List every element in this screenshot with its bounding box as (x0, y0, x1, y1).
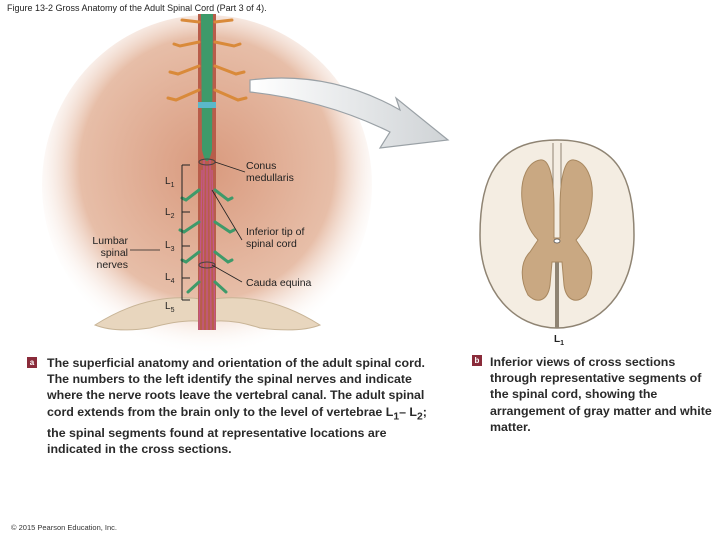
spinal-cord (201, 14, 213, 161)
copyright-notice: © 2015 Pearson Education, Inc. (11, 523, 118, 532)
level-l5: $L_5$ (165, 301, 175, 314)
cord-band (198, 102, 216, 108)
panel-b-caption: Inferior views of cross sections through representative segments of the spinal cord, showing the arrangement of gray matter and white matter. (490, 355, 712, 434)
label-lumbar-spinal-nerves: Lumbar spinal nerves (92, 235, 128, 271)
cross-section (480, 140, 634, 328)
level-l1: $L_1$ (165, 176, 175, 189)
figure-title: Figure 13-2 Gross Anatomy of the Adult Spinal Cord (Part 3 of 4). (7, 3, 267, 13)
label-inferior-tip: Inferior tip of spinal cord (246, 226, 305, 250)
cross-section-level: $L_1$ (554, 334, 565, 347)
panel-a-caption: The superficial anatomy and orientation of the adult spinal cord. The numbers to the left identify the spinal nerves and indicate where the nerve roots leave the vertebral canal. The adult spinal cord extends from the brain only to the level of vertebrae $L_1-$ $L_2$; the spinal segments found at representative locations are indicated in the cross sections. (47, 356, 427, 457)
panel-b-badge: b (472, 355, 482, 366)
label-conus-medullaris: Conus medullaris (246, 160, 294, 184)
label-cauda-equina: Cauda equina (246, 277, 312, 289)
panel-a-badge: a (27, 357, 37, 368)
level-l2: $L_2$ (165, 207, 175, 220)
central-canal (554, 239, 560, 243)
level-l4: $L_4$ (165, 272, 175, 285)
level-l3: $L_3$ (165, 240, 175, 253)
